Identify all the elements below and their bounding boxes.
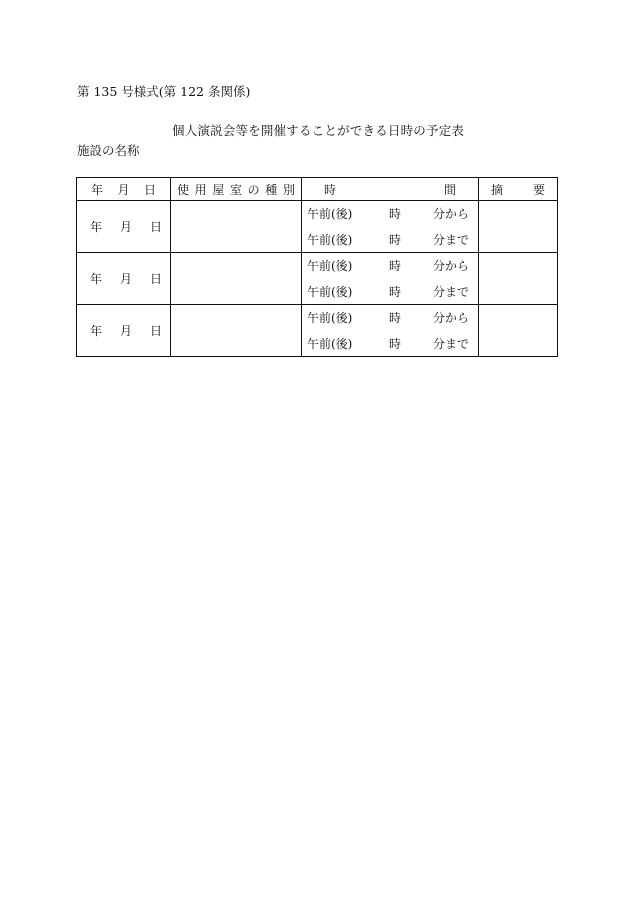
end-time-line bbox=[302, 227, 478, 253]
date-day-label: 日 bbox=[149, 324, 162, 338]
start-time-line bbox=[302, 201, 478, 227]
date-day-label: 日 bbox=[149, 272, 162, 286]
header-room-char: 別 bbox=[282, 182, 295, 197]
ampm-label: 午前(後) bbox=[307, 232, 353, 247]
header-time bbox=[302, 178, 479, 201]
date-year-label: 年 bbox=[89, 324, 102, 338]
header-time-char: 時 bbox=[324, 182, 337, 197]
hour-label: 時 bbox=[389, 336, 402, 351]
header-notes-char: 要 bbox=[532, 182, 545, 197]
header-time-char: 間 bbox=[443, 182, 456, 197]
notes-cell[interactable] bbox=[479, 253, 558, 305]
minute-until-label: 分まで bbox=[433, 336, 470, 351]
ampm-label: 午前(後) bbox=[307, 336, 353, 351]
minute-from-label: 分から bbox=[433, 259, 470, 274]
header-date-day: 日 bbox=[143, 182, 156, 197]
date-month-label: 月 bbox=[119, 220, 132, 234]
header-room-type bbox=[171, 178, 302, 201]
room-type-cell[interactable] bbox=[171, 253, 302, 305]
document-title: 個人演説会等を開催することができる日時の予定表 bbox=[172, 123, 465, 138]
hour-label: 時 bbox=[389, 207, 402, 222]
header-room-char: 屋 bbox=[212, 182, 225, 197]
end-time-line bbox=[302, 279, 478, 305]
date-year-label: 年 bbox=[89, 220, 102, 234]
start-time-line bbox=[302, 253, 478, 279]
start-time-line bbox=[302, 305, 478, 331]
header-date-month: 月 bbox=[117, 182, 130, 197]
ampm-label: 午前(後) bbox=[307, 207, 353, 222]
minute-from-label: 分から bbox=[433, 311, 470, 326]
hour-label: 時 bbox=[389, 232, 402, 247]
header-room-char: 室 bbox=[229, 182, 242, 197]
header-date-year: 年 bbox=[91, 182, 104, 197]
header-room-char: 用 bbox=[194, 182, 207, 197]
end-time-line bbox=[302, 331, 478, 357]
table-row bbox=[77, 253, 558, 305]
room-type-cell[interactable] bbox=[171, 305, 302, 357]
form-number: 第 135 号様式(第 122 条関係) bbox=[77, 84, 251, 99]
hour-label: 時 bbox=[389, 259, 402, 274]
room-type-cell[interactable] bbox=[171, 201, 302, 253]
date-cell[interactable] bbox=[77, 305, 171, 357]
date-cell[interactable] bbox=[77, 253, 171, 305]
date-day-label: 日 bbox=[149, 220, 162, 234]
header-date bbox=[77, 178, 171, 201]
schedule-table bbox=[76, 177, 558, 357]
minute-until-label: 分まで bbox=[433, 284, 470, 299]
table-row bbox=[77, 305, 558, 357]
ampm-label: 午前(後) bbox=[307, 311, 353, 326]
header-notes-char: 摘 bbox=[491, 182, 504, 197]
notes-cell[interactable] bbox=[479, 201, 558, 253]
table-row bbox=[77, 201, 558, 253]
ampm-label: 午前(後) bbox=[307, 259, 353, 274]
time-cell[interactable] bbox=[302, 305, 479, 357]
table-header-row bbox=[77, 178, 558, 201]
header-notes bbox=[479, 178, 558, 201]
date-month-label: 月 bbox=[119, 324, 132, 338]
hour-label: 時 bbox=[389, 311, 402, 326]
minute-from-label: 分から bbox=[433, 207, 470, 222]
hour-label: 時 bbox=[389, 284, 402, 299]
notes-cell[interactable] bbox=[479, 305, 558, 357]
date-year-label: 年 bbox=[89, 272, 102, 286]
header-room-char: の bbox=[247, 182, 260, 197]
time-cell[interactable] bbox=[302, 201, 479, 253]
date-month-label: 月 bbox=[119, 272, 132, 286]
date-cell[interactable] bbox=[77, 201, 171, 253]
header-room-char: 種 bbox=[265, 182, 278, 197]
ampm-label: 午前(後) bbox=[307, 284, 353, 299]
facility-name-label: 施設の名称 bbox=[77, 143, 140, 158]
header-room-char: 使 bbox=[177, 182, 190, 197]
time-cell[interactable] bbox=[302, 253, 479, 305]
minute-until-label: 分まで bbox=[433, 232, 470, 247]
